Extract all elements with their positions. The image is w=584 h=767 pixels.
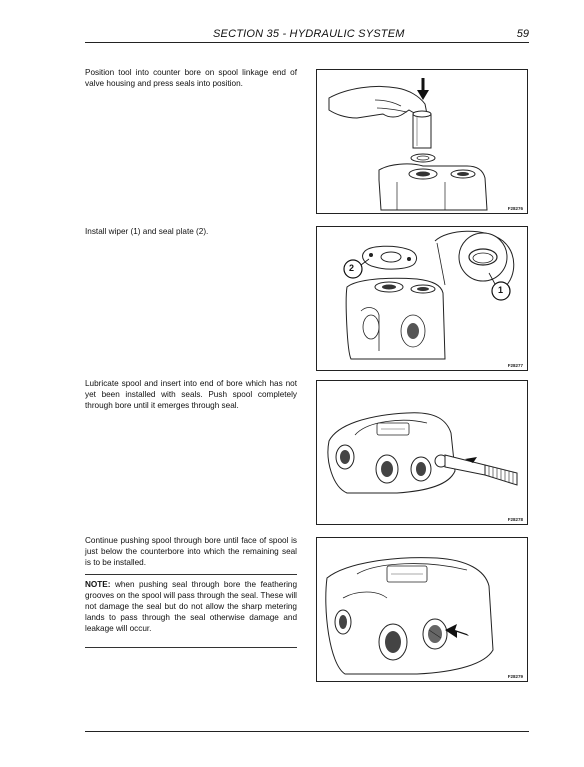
step-1-text: Position tool into counter bore on spool linkage end of valve housing and press seals into position.	[85, 68, 297, 88]
figure-1	[316, 69, 528, 214]
note-block	[85, 579, 297, 634]
callout-1: 1	[498, 285, 504, 295]
step-2-text: Install wiper (1) and seal plate (2).	[85, 227, 209, 236]
note-top-rule	[85, 574, 297, 575]
figure-2-illustration	[317, 227, 529, 372]
section-title: SECTION 35 - HYDRAULIC SYSTEM	[213, 28, 405, 40]
step-3-text: Lubricate spool and insert into end of bore which has not yet been installed with seals. Push spool completely through bore until it emerges through seal.	[85, 379, 297, 410]
figure-1-illustration	[317, 70, 529, 215]
figure-4-illustration	[317, 538, 529, 683]
figure-4	[316, 537, 528, 682]
footer-rule	[85, 731, 529, 732]
figure-3-code: F28278	[507, 517, 523, 522]
step-4-text: Continue pushing spool through bore until face of spool is just below the counterbore into which the remaining seal is to be installed.	[85, 536, 297, 567]
note-bottom-rule	[85, 647, 297, 648]
page-number: 59	[516, 28, 529, 40]
note-text: when pushing seal through bore the feathering grooves on the spool will pass through the seal. These will not damage the seal but do not allow the sharp metering lands to pass through the seal otherwise damage and leakage will occur.	[85, 580, 297, 633]
note-label: NOTE:	[85, 580, 111, 589]
figure-3-illustration	[317, 381, 529, 526]
page-header	[85, 28, 529, 42]
figure-3	[316, 380, 528, 525]
figure-2	[316, 226, 528, 371]
callout-2: 2	[349, 263, 355, 273]
header-rule	[85, 42, 529, 43]
figure-4-code: F28279	[507, 674, 523, 679]
figure-1-code: F28276	[507, 206, 523, 211]
figure-2-code: F28277	[507, 363, 523, 368]
